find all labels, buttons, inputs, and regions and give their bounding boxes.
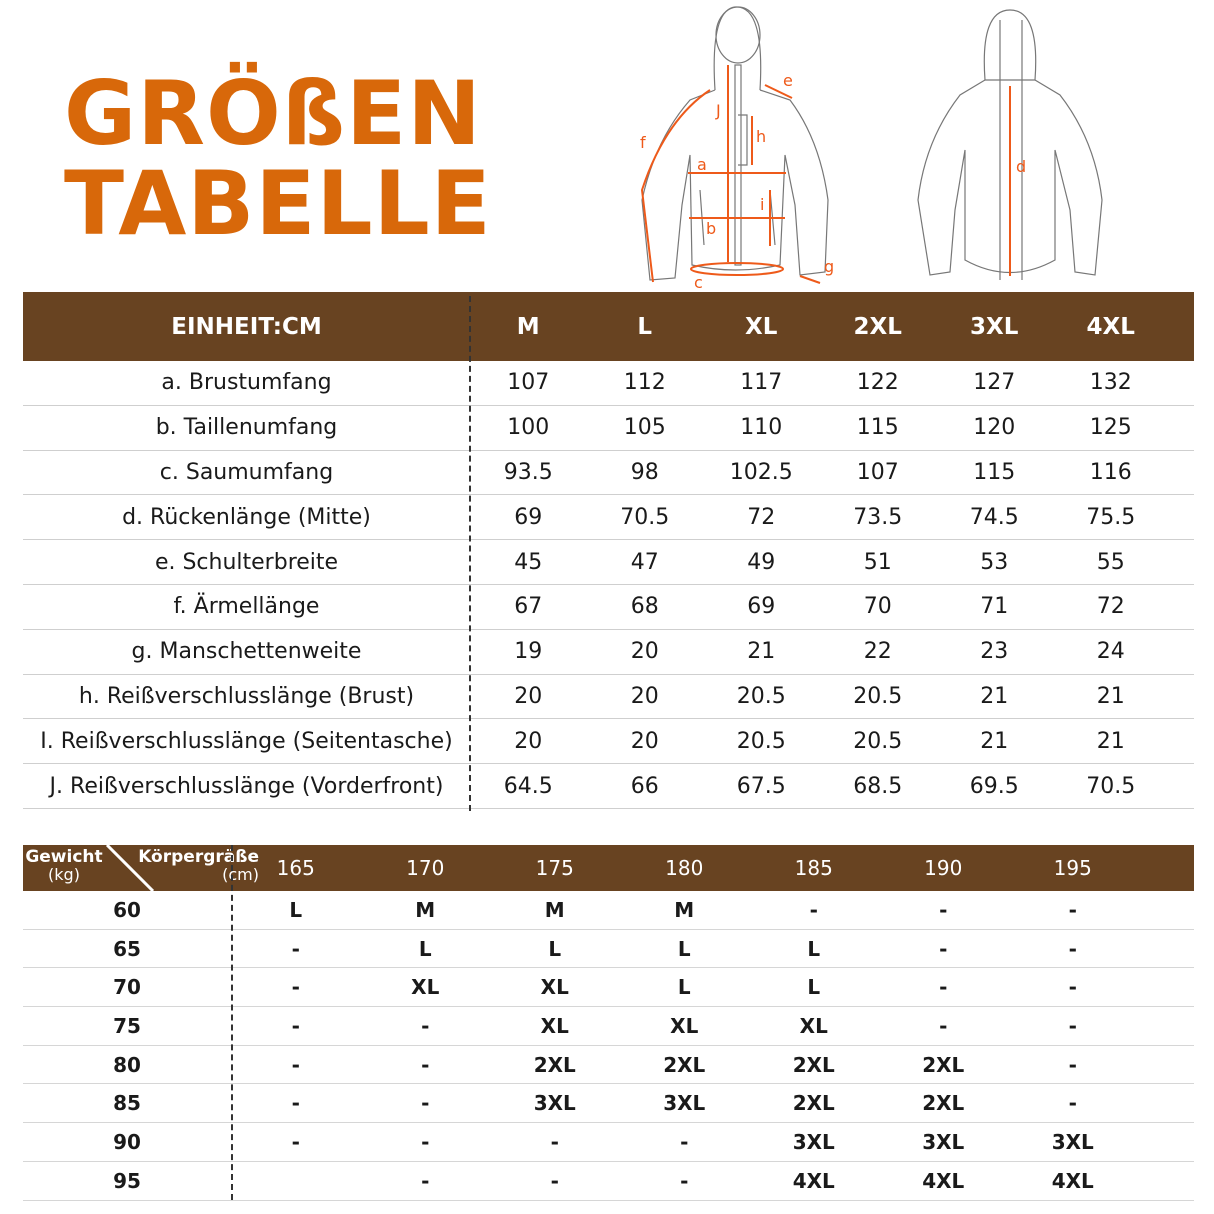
table-row: [23, 891, 1194, 930]
size-cell: -: [291, 975, 300, 1000]
table-cell: 51: [863, 549, 892, 575]
size-cell: 2XL: [792, 1052, 835, 1077]
size-cell: 4XL: [792, 1168, 835, 1193]
size-cell: 2XL: [922, 1052, 965, 1077]
table-cell: 20: [514, 728, 543, 754]
table-cell: 117: [740, 370, 783, 396]
measurement-label: g. Manschettenweite: [131, 639, 362, 665]
weight-cell: 65: [113, 936, 141, 961]
table-cell: 21: [980, 683, 1009, 709]
table-row: [23, 585, 1194, 630]
label-d: d: [1016, 157, 1027, 176]
table-cell: 98: [630, 459, 659, 485]
table-cell: 71: [980, 594, 1009, 620]
measurement-label: f. Ärmellänge: [173, 594, 320, 620]
table-cell: 21: [747, 639, 776, 665]
table-cell: 70.5: [620, 504, 670, 530]
size-cell: XL: [540, 1013, 569, 1038]
table-row: [23, 1162, 1194, 1201]
label-j: J: [716, 101, 721, 120]
title-line-2: TABELLE: [64, 152, 492, 255]
table-cell: 72: [747, 504, 776, 530]
table-cell: 115: [856, 415, 899, 441]
size-cell: 2XL: [533, 1052, 576, 1077]
size-cell: 4XL: [922, 1168, 965, 1193]
table-cell: 69.5: [969, 773, 1019, 799]
size-cell: -: [291, 1013, 300, 1038]
size-cell: -: [550, 1129, 559, 1154]
label-g: g: [824, 257, 835, 276]
table-cell: 68.5: [853, 773, 903, 799]
table-cell: 20: [630, 639, 659, 665]
table-cell: 120: [973, 415, 1016, 441]
size-header: 3XL: [970, 313, 1019, 340]
table-row: [23, 361, 1194, 406]
height-header: 190: [924, 856, 963, 880]
table-row: [23, 495, 1194, 540]
size-cell: -: [1068, 1091, 1077, 1116]
table-row: [23, 968, 1194, 1007]
size-cell: 3XL: [792, 1129, 835, 1154]
front-jacket-outline: [642, 7, 828, 280]
size-cell: -: [421, 1052, 430, 1077]
size-table-header: [23, 292, 1194, 361]
fit-table: [23, 845, 1194, 1201]
label-a: a: [697, 155, 707, 174]
size-header: L: [637, 313, 653, 340]
column-divider: [231, 845, 233, 1200]
table-row: [23, 719, 1194, 764]
table-cell: 20: [514, 683, 543, 709]
size-cell: -: [421, 1013, 430, 1038]
table-cell: 100: [507, 415, 550, 441]
size-cell: -: [291, 1129, 300, 1154]
size-cell: M: [415, 897, 436, 922]
size-cell: 2XL: [922, 1091, 965, 1116]
table-cell: 125: [1089, 415, 1132, 441]
size-cell: -: [939, 1013, 948, 1038]
size-cell: XL: [799, 1013, 828, 1038]
table-cell: 127: [973, 370, 1016, 396]
label-c: c: [694, 273, 703, 290]
table-cell: 20: [630, 683, 659, 709]
table-cell: 21: [980, 728, 1009, 754]
table-cell: 70.5: [1086, 773, 1136, 799]
size-cell: M: [544, 897, 565, 922]
table-cell: 49: [747, 549, 776, 575]
size-cell: 3XL: [922, 1129, 965, 1154]
table-cell: 20: [630, 728, 659, 754]
table-cell: 20.5: [853, 683, 903, 709]
size-cell: L: [289, 897, 303, 922]
table-cell: 112: [623, 370, 666, 396]
weight-cell: 90: [113, 1129, 141, 1154]
size-cell: L: [677, 975, 691, 1000]
size-cell: L: [548, 936, 562, 961]
table-row: [23, 1123, 1194, 1162]
size-cell: -: [680, 1168, 689, 1193]
measurement-label: e. Schulterbreite: [154, 549, 339, 575]
table-cell: 24: [1096, 639, 1125, 665]
table-row: [23, 1046, 1194, 1085]
weight-cell: 75: [113, 1013, 141, 1038]
table-cell: 69: [747, 594, 776, 620]
weight-unit: (kg): [48, 865, 80, 884]
size-cell: L: [677, 936, 691, 961]
size-header: 4XL: [1086, 313, 1135, 340]
weight-cell: 95: [113, 1168, 141, 1193]
size-cell: XL: [540, 975, 569, 1000]
table-cell: 74.5: [969, 504, 1019, 530]
size-cell: 2XL: [663, 1052, 706, 1077]
column-divider: [469, 296, 471, 811]
height-header: 195: [1053, 856, 1092, 880]
table-cell: 20.5: [736, 683, 786, 709]
table-cell: 67: [514, 594, 543, 620]
measurement-label: a. Brustumfang: [161, 370, 332, 396]
label-f: f: [640, 133, 646, 152]
size-cell: -: [421, 1091, 430, 1116]
size-cell: -: [291, 936, 300, 961]
table-row: [23, 540, 1194, 585]
table-cell: 64.5: [503, 773, 553, 799]
height-header: 170: [406, 856, 445, 880]
height-unit: (cm): [222, 865, 259, 884]
size-table: [23, 292, 1194, 809]
table-cell: 53: [980, 549, 1009, 575]
size-cell: -: [1068, 936, 1077, 961]
size-cell: -: [1068, 1052, 1077, 1077]
table-cell: 70: [863, 594, 892, 620]
table-cell: 75.5: [1086, 504, 1136, 530]
table-cell: 116: [1089, 459, 1132, 485]
table-cell: 67.5: [736, 773, 786, 799]
table-cell: 22: [863, 639, 892, 665]
size-cell: -: [291, 1052, 300, 1077]
size-cell: L: [807, 936, 821, 961]
size-cell: -: [550, 1168, 559, 1193]
table-cell: 55: [1096, 549, 1125, 575]
table-row: [23, 1007, 1194, 1046]
size-cell: 3XL: [533, 1091, 576, 1116]
size-cell: -: [1068, 1013, 1077, 1038]
table-cell: 107: [856, 459, 899, 485]
height-header: 175: [535, 856, 574, 880]
table-cell: 68: [630, 594, 659, 620]
fit-table-header: [23, 845, 1194, 891]
table-cell: 66: [630, 773, 659, 799]
weight-cell: 70: [113, 975, 141, 1000]
table-cell: 72: [1096, 594, 1125, 620]
measurement-label: J. Reißverschlusslänge (Vorderfront): [49, 773, 444, 799]
size-cell: L: [418, 936, 432, 961]
table-row: [23, 675, 1194, 720]
measurement-label: d. Rückenlänge (Mitte): [122, 504, 371, 530]
weight-cell: 80: [113, 1052, 141, 1077]
label-e: e: [783, 71, 793, 90]
table-cell: 122: [856, 370, 899, 396]
height-header: 180: [665, 856, 704, 880]
table-cell: 102.5: [729, 459, 793, 485]
size-cell: -: [809, 897, 818, 922]
table-cell: 19: [514, 639, 543, 665]
measurement-label: c. Saumumfang: [159, 459, 334, 485]
label-i: i: [760, 195, 765, 214]
size-header: XL: [745, 313, 778, 340]
table-row: [23, 1084, 1194, 1123]
size-header: 2XL: [853, 313, 902, 340]
unit-header: EINHEIT:CM: [171, 313, 322, 340]
table-cell: 21: [1096, 728, 1125, 754]
size-cell: -: [939, 936, 948, 961]
size-cell: -: [939, 897, 948, 922]
label-b: b: [706, 219, 717, 238]
weight-cell: 85: [113, 1091, 141, 1116]
table-cell: 20.5: [853, 728, 903, 754]
table-row: [23, 451, 1194, 496]
height-header: 165: [276, 856, 315, 880]
height-label: Körpergräße: [138, 847, 259, 867]
table-cell: 115: [973, 459, 1016, 485]
table-cell: 23: [980, 639, 1009, 665]
table-cell: 21: [1096, 683, 1125, 709]
size-cell: XL: [411, 975, 440, 1000]
table-cell: 110: [740, 415, 783, 441]
table-cell: 105: [623, 415, 666, 441]
table-cell: 47: [630, 549, 659, 575]
table-cell: 45: [514, 549, 543, 575]
table-row: [23, 764, 1194, 809]
size-cell: 2XL: [792, 1091, 835, 1116]
size-cell: XL: [670, 1013, 699, 1038]
measurement-label: I. Reißverschlusslänge (Seitentasche): [40, 728, 453, 754]
table-cell: 107: [507, 370, 550, 396]
size-cell: 3XL: [663, 1091, 706, 1116]
corner-cell: [23, 845, 259, 891]
size-cell: 4XL: [1051, 1168, 1094, 1193]
table-cell: 93.5: [503, 459, 553, 485]
table-row: [23, 406, 1194, 451]
size-cell: -: [421, 1129, 430, 1154]
height-header: 185: [794, 856, 833, 880]
table-cell: 73.5: [853, 504, 903, 530]
size-cell: -: [1068, 897, 1077, 922]
size-header: M: [516, 313, 540, 340]
size-cell: L: [807, 975, 821, 1000]
size-cell: -: [291, 1091, 300, 1116]
size-cell: -: [421, 1168, 430, 1193]
weight-label: Gewicht: [25, 847, 103, 867]
size-cell: M: [674, 897, 695, 922]
table-row: [23, 630, 1194, 675]
title-line-1: GRÖßEN: [64, 62, 482, 165]
table-row: [23, 930, 1194, 969]
size-cell: -: [939, 975, 948, 1000]
weight-cell: 60: [113, 897, 141, 922]
measurement-label: b. Taillenumfang: [155, 415, 338, 441]
measurement-label: h. Reißverschlusslänge (Brust): [78, 683, 415, 709]
jacket-diagram: [620, 0, 1120, 290]
table-cell: 69: [514, 504, 543, 530]
table-cell: 132: [1089, 370, 1132, 396]
size-cell: -: [680, 1129, 689, 1154]
label-h: h: [756, 127, 767, 146]
table-cell: 20.5: [736, 728, 786, 754]
size-cell: -: [1068, 975, 1077, 1000]
size-cell: 3XL: [1051, 1129, 1094, 1154]
